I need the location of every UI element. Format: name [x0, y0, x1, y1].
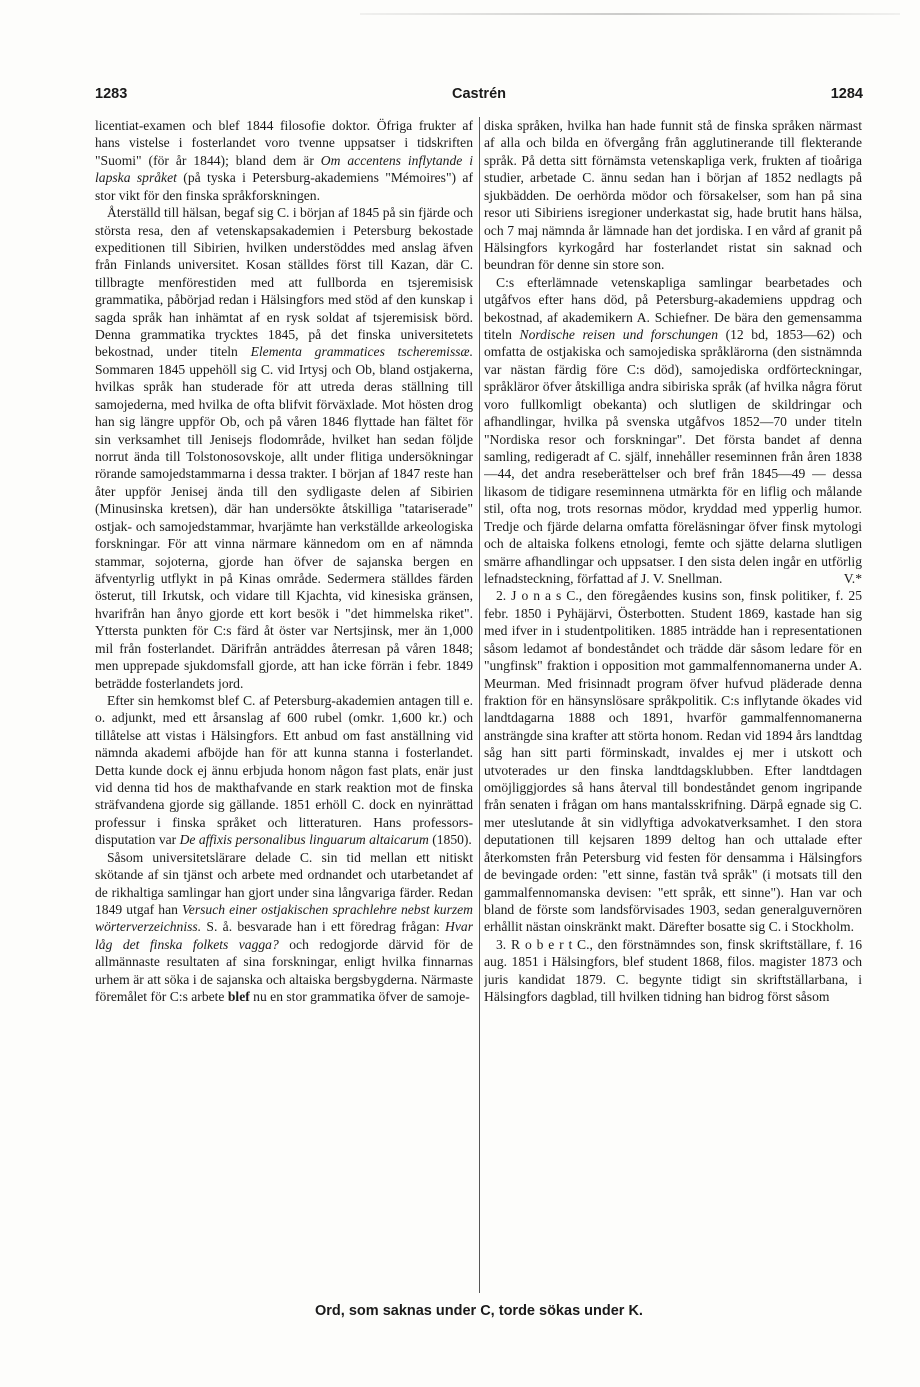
right-paragraph-2: C:s efterlämnade vetenskapliga samlingar bearbetades och utgåfvos efter hans död, på Petersburg-akademiens uppdrag och bekostnad, af akademikern A. Schiefner. De bära den gemensamma titeln Nordische reisen und forschungen (12 bd, 1853—62) och omfatta de ostjakiska och samojediska språklärorna (den sistnämnda var nästan färdig före C:s död), samojediska ordförteckningar, språkläror öfver åtskilliga andra sibiriska språk (af hvilka några förut voro fullkomligt obekanta) och slutligen de skildringar och afhandlingar, hvilka på svenska utgåfvos 1852—70 under titeln "Nordiska resor och forskningar". Det första bandet af denna samling, redigeradt af C. själf, innehåller reseminnen från åren 1838—44, det andra reseberättelser och bref från 1845—49 — dessa likasom de tidigare reseminnena utmärkta för en liflig och målande stil, ofta nog, trots resornas mödor, kryddad med ypperlig humor. Tredje och fjärde delarna omfatta föreläsningar öfver finsk mytologi och de altaiska folkens etnologi, femte och sjätte delarna slutligen smärre afhandlingar och uppsatser. I den sista delen ingår en utförlig lefnadsteckning, författad af J. V. Snellman. V.* [484, 274, 862, 586]
italic-title: Versuch einer ostjakischen sprachlehre nebst kurzem wörterverzeichniss. [95, 901, 473, 935]
page-edge-scan-line [360, 13, 900, 15]
italic-title: De affixis personalibus linguarum altaicarum [179, 832, 429, 848]
page-number-right: 1284 [830, 86, 863, 102]
bold-word: blef [227, 989, 250, 1005]
italic-title: Nordische reisen und forschungen [519, 327, 718, 343]
left-paragraph-1: licentiat-examen och blef 1844 filosofie doktor. Öfriga frukter af hans vistelse i fosterlandet voro tvenne uppsatser i tidskriften "Suomi" (för år 1844); bland dem är Om accentens inflytande i lapska språket (på tyska i Petersburg-akademiens "Mémoires") af stor vikt för den finska språkforskningen. [95, 118, 473, 203]
left-paragraph-2: Återställd till hälsan, begaf sig C. i början af 1845 på sin fjärde och största resa, den af vetenskapsakademien i Petersburg bekostade expeditionen till Sibirien, hvilken understöddes med anslag äfven från Finlands universitet. Kosan ställdes först till Kazan, där C. tillbragte menförestiden med att fullborda en tsjeremisisk grammatika, påbörjad redan i Hälsingfors med stöd af den kunskap i sagda språk han inhämtat af en rysk soldat af tsjeremisisk börd. Denna grammatika trycktes 1845, på det finska universitetets bekostnad, under titeln Elementa grammatices tscheremissæ. Sommaren 1845 uppehöll sig C. vid Irtysj och Ob, bland ostjakerna, hvilkas språk han studerade för att utreda deras ställning till samojederna, med hvilka de ofta blifvit förväxlade. Mot hösten drog han sig längre uppför Ob, och på våren 1846 flyttade han fältet för sin verksamhet till Jenisejs flodområde, hvilket han sedan följde norrut ända till Tolstonosovskoje, allt under flitiga undersökningar rörande samojedstammarna i dessa trakter. I början af 1847 reste han åter uppför Jenisej ända till den sydligaste delen af Sibirien (Minusinska kretsen), där han undersökte åtskilliga "tatariserade" ostjak- och samojedstammar, hvarjämte han verkställde arkeologiska forskningar. För att vinna närmare kännedom om en af nämnda stammar, sojoterna, gjorde han öfver de sajanska bergen en äfventyrlig utflykt in på Kinas område. Sedermera ställdes färden österut, till Irkutsk, och vidare till Kjachta, vid kinesiska gränsen, hvarifrån han ånyo gjorde ett kort besök i "det himmelska riket". Yttersta punkten för C:s färd åt öster var Nertsjinsk, mer än 1,000 mil från fosterlandet. Därifrån anträddes återresan på våren 1848; men upprepade sjukdomsfall gjorde, att han icke förrän i febr. 1849 beträdde fosterlandets jord. [95, 205, 473, 691]
italic-title: Om accentens inflytande i lapska språket [95, 152, 473, 186]
left-paragraph-3: Efter sin hemkomst blef C. af Petersburg-akademien antagen till e. o. adjunkt, med ett årsanslag af 600 rubel (omkr. 1,600 kr.) och tillåtelse att vistas i Hälsingfors. Ett anbud om fast anställning vid nämnda akademi afböjde han för att kunna stanna i fosterlandet. Detta kunde dock ej ännu erbjuda honom någon fast plats, enär just vid denna tid hos de makthafvande en stark reaktion mot de finska sträfvandena gjorde sig gällande. 1851 erhöll C. dock en nyinrättad professur i finska språket och litteraturen. Hans professors-disputation var De affixis personalibus linguarum altaicarum (1850). [95, 692, 473, 848]
right-paragraph-3: 2. J o n a s C., den föregåendes kusins son, finsk politiker, f. 25 febr. 1850 i Pyhäjärvi, Österbotten. Student 1869, kastade han sig med ifver in i studentpolitiken. 1885 inträdde han i representationen såsom ledamot af bondeståndet och trädde där såsom ledare för en "ungfinsk" fraktion i opposition mot gammalfennomanerna under A. Meurman. Med frisinnadt program öfver hufvud pläderade denna fraktion för en hänsynslösare språkpolitik. C:s inflytande ökades vid landtdagarna 1888 och 1891, hvarför gammalfennomanerna ansträngde sina krafter att störta honom. Redan vid 1894 års landtdag såg han sitt parti förminskadt, invaldes ej mer i utskott och utvoterades ur den finska landtdagsklubben. Efter landtdagen omöjliggjordes så hans återval till bondeståndet genom ingripande från senaten i frågan om hans mantalsskrifning. Därpå egnade sig C. mer uteslutande åt sin vidlyftiga advokatverksamhet. I den stora deputationen till kejsaren 1899 deltog han och uttalade efter återkomsten från Petersburg vid festen för densamma i Hälsingfors de bevingade orden: "ett sinne, fastän två språk" (i motsats till den gammalfennomanska devisen: "ett språk, ett sinne"). Han var och bland de förste som landsförvisades 1903, sedan generalguvernören erhållit nästan oinskränkt makt. Därefter bosatte sig C. i Stockholm. [484, 588, 862, 935]
page-footer-note: Ord, som saknas under C, torde sökas under K. [315, 1303, 643, 1319]
left-column [95, 117, 473, 1295]
right-paragraph-1: diska språken, hvilka han hade funnit stå de finska språken närmast af alla och bilda en öfvergång från agglutinerande till flekterande språk. På detta sitt förnämsta vetenskapliga verk, frukten af tioåriga studier, arbetade C. ännu sedan han i början af 1852 nedlagts på sjukbädden. De oerhörda mödor och försakelser, som han på sina resor uti Sibiriens isregioner underkastat sig, hade brutit hans hälsa, och 7 maj nämnda år lämnade han det jordiska. I en vård af granit på Hälsingfors kyrkogård har fosterlandet ristat sin saknad och beundran för denne sin store son. [484, 118, 862, 273]
left-paragraph-4: Såsom universitetslärare delade C. sin tid mellan ett nitiskt skötande af sin tjänst och arbete med ordnandet och utarbetandet af de rikhaltiga samlingar han gjort under sina långvariga färder. Redan 1849 utgaf han Versuch einer ostjakischen sprachlehre nebst kurzem wörterverzeichniss. S. å. besvarade han i ett föredrag frågan: Hvar låg det finska folkets vagga? och redogjorde därvid för de allmännaste resultaten af sina forskningar, enligt hvilka finnarnas urhem är att söka i de sajanska och altaiska bergsbygderna. Närmaste föremålet för C:s arbete blef nu en stor grammatika öfver de samoje- [95, 849, 473, 1005]
right-column [484, 117, 862, 1295]
italic-title: Hvar låg det finska folkets vagga? [95, 919, 473, 952]
author-signature: V.* [843, 570, 862, 586]
column-divider [479, 117, 480, 1293]
page-header [95, 86, 863, 104]
page-number-left: 1283 [95, 86, 128, 102]
right-paragraph-4: 3. R o b e r t C., den förstnämndes son, finsk skriftställare, f. 16 aug. 1851 i Hälsingfors, blef student 1868, filos. magister 1873 och juris kandidat 1879. C. begynte tidigt sin skriftställarbana, i Hälsingfors dagblad, till hvilken tidning han bidrog först såsom [484, 936, 862, 1005]
page-title: Castrén [452, 86, 506, 102]
italic-title: Elementa grammatices tscheremissæ. [250, 344, 473, 360]
